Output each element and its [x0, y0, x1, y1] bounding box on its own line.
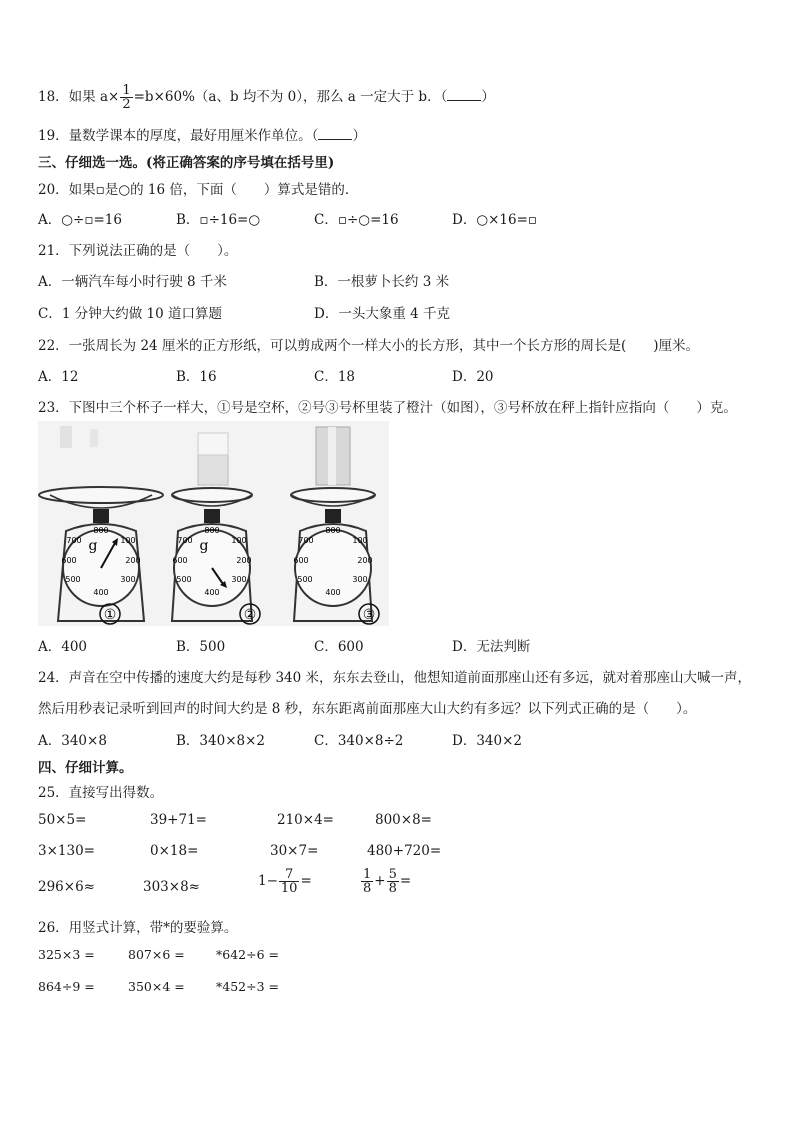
- dial2-700: 700: [177, 536, 193, 545]
- q26-r2-c1: 864÷9 =: [38, 979, 95, 994]
- dial1-600: 600: [61, 556, 77, 565]
- question-18: 18．如果 a× $\frac{1}{2}$ =b×60%（a、b 均不为 0），那么 a 一定大于 b．（ ）: [38, 83, 495, 112]
- q18-fraction: $\frac{1}{2}$: [122, 83, 131, 112]
- scale-1-number: ①: [103, 607, 117, 623]
- dial2-100: 100: [231, 536, 247, 545]
- dial2-800: 800: [204, 526, 220, 535]
- q24-option-a[interactable]: A．340×8: [38, 733, 107, 749]
- q21-option-b[interactable]: B．一根萝卜长约 3 米: [314, 274, 450, 290]
- q22-option-d[interactable]: D．20: [452, 369, 494, 385]
- q23-option-b[interactable]: B．500: [176, 639, 226, 655]
- q25-r1-c2: 39+71=: [150, 812, 207, 828]
- dial1-400: 400: [93, 588, 109, 597]
- dial2-200: 200: [236, 556, 252, 565]
- dial1-unit: g: [88, 538, 98, 554]
- q25-r3-fraction-expr-1: 1− $\frac{7}{10}$ =: [258, 867, 312, 896]
- q22-option-a[interactable]: A．12: [38, 369, 79, 385]
- q21-option-d[interactable]: D．一头大象重 4 千克: [314, 306, 450, 322]
- dial1-100: 100: [120, 536, 136, 545]
- q25-r2-c3: 30×7=: [270, 843, 319, 859]
- q24-option-c[interactable]: C．340×8÷2: [314, 733, 404, 749]
- dial2-500: 500: [176, 575, 192, 584]
- dial2-400: 400: [204, 588, 220, 597]
- question-24-line1: 24．声音在空中传播的速度大约是每秒 340 米，东东去登山，他想知道前面那座山还有多远，就对着那座山大喊一声，: [38, 670, 752, 686]
- dial1-200: 200: [125, 556, 141, 565]
- q23-option-a[interactable]: A．400: [38, 639, 88, 655]
- q22-option-c[interactable]: C．18: [314, 369, 356, 385]
- dial1-800: 800: [93, 526, 109, 535]
- q26-r2-c3: *452÷3 =: [216, 979, 279, 994]
- scales-illustration: [38, 421, 389, 626]
- dial3-300: 300: [352, 575, 368, 584]
- dial1-300: 300: [120, 575, 136, 584]
- dial3-400: 400: [325, 588, 341, 597]
- dial2-300: 300: [231, 575, 247, 584]
- dial2-unit: g: [199, 538, 209, 554]
- q18-answer-blank[interactable]: [447, 88, 481, 101]
- q25-r2-c2: 0×18=: [150, 843, 199, 859]
- q26-r1-c3: *642÷6 =: [216, 947, 279, 962]
- question-22: 22．一张周长为 24 厘米的正方形纸，可以剪成两个一样大小的长方形，其中一个长方形的周长是( )厘米。: [38, 338, 699, 354]
- question-25: 25．直接写出得数。: [38, 785, 164, 801]
- q26-r1-c2: 807×6 =: [128, 947, 185, 962]
- dial1-500: 500: [65, 575, 81, 584]
- q24-option-b[interactable]: B．340×8×2: [176, 733, 265, 749]
- dial3-100: 100: [352, 536, 368, 545]
- question-24-line2: 然后用秒表记录听到回声的时间大约是 8 秒，东东距离前面那座大山大约有多远？以下列式正确的是（ ）。: [38, 701, 697, 717]
- question-21: 21．下列说法正确的是（ ）。: [38, 243, 238, 259]
- q25-r3-c1: 296×6≈: [38, 879, 95, 895]
- q18-suffix: =b×60%（a、b 均不为 0），那么 a 一定大于 b．（: [133, 89, 448, 105]
- section-4-heading: 四、仔细计算。: [38, 760, 133, 776]
- dial3-700: 700: [298, 536, 314, 545]
- q25-r1-c1: 50×5=: [38, 812, 87, 828]
- question-20: 20．如果▫是○的 16 倍，下面（ ）算式是错的．: [38, 182, 359, 198]
- q25-r2-c4: 480+720=: [367, 843, 442, 859]
- scale-2-number: ②: [243, 607, 257, 623]
- q24-option-d[interactable]: D．340×2: [452, 733, 522, 749]
- q20-option-d[interactable]: D．○×16=▫: [452, 212, 538, 228]
- q23-option-c[interactable]: C．600: [314, 639, 364, 655]
- q20-option-a[interactable]: A．○÷▫=16: [38, 212, 122, 228]
- q18-prefix: 18．如果 a×: [38, 89, 120, 105]
- dial3-200: 200: [357, 556, 373, 565]
- q20-option-b[interactable]: B．▫÷16=○: [176, 212, 261, 228]
- kitchen-scales-figure: [38, 421, 389, 626]
- q20-option-c[interactable]: C．▫÷○=16: [314, 212, 399, 228]
- dial3-600: 600: [293, 556, 309, 565]
- q25-r3-fraction-expr-2: $\frac{1}{8}$ + $\frac{5}{8}$ =: [363, 867, 412, 896]
- dial2-600: 600: [172, 556, 188, 565]
- q26-r1-c1: 325×3 =: [38, 947, 95, 962]
- dial3-800: 800: [325, 526, 341, 535]
- q19-answer-blank[interactable]: [318, 127, 352, 140]
- q21-option-a[interactable]: A．一辆汽车每小时行驶 8 千米: [38, 274, 227, 290]
- q26-r2-c2: 350×4 =: [128, 979, 185, 994]
- q25-r1-c4: 800×8=: [375, 812, 432, 828]
- q25-r1-c3: 210×4=: [277, 812, 334, 828]
- q23-option-d[interactable]: D．无法判断: [452, 639, 531, 655]
- q22-option-b[interactable]: B．16: [176, 369, 217, 385]
- q25-r3-c2: 303×8≈: [143, 879, 200, 895]
- dial3-500: 500: [297, 575, 313, 584]
- section-3-heading: 三、仔细选一选。(将正确答案的序号填在括号里): [38, 155, 335, 171]
- scale-3-number: ③: [362, 607, 376, 623]
- dial1-700: 700: [66, 536, 82, 545]
- question-26: 26．用竖式计算，带*的要验算。: [38, 920, 238, 936]
- question-23: 23．下图中三个杯子一样大，①号是空杯，②号③号杯里装了橙汁（如图），③号杯放在秤上指针应指向（ ）克。: [38, 400, 737, 416]
- q21-option-c[interactable]: C．1 分钟大约做 10 道口算题: [38, 306, 222, 322]
- q25-r2-c1: 3×130=: [38, 843, 95, 859]
- question-19: 19．量数学课本的厚度，最好用厘米作单位。（ ）: [38, 128, 366, 144]
